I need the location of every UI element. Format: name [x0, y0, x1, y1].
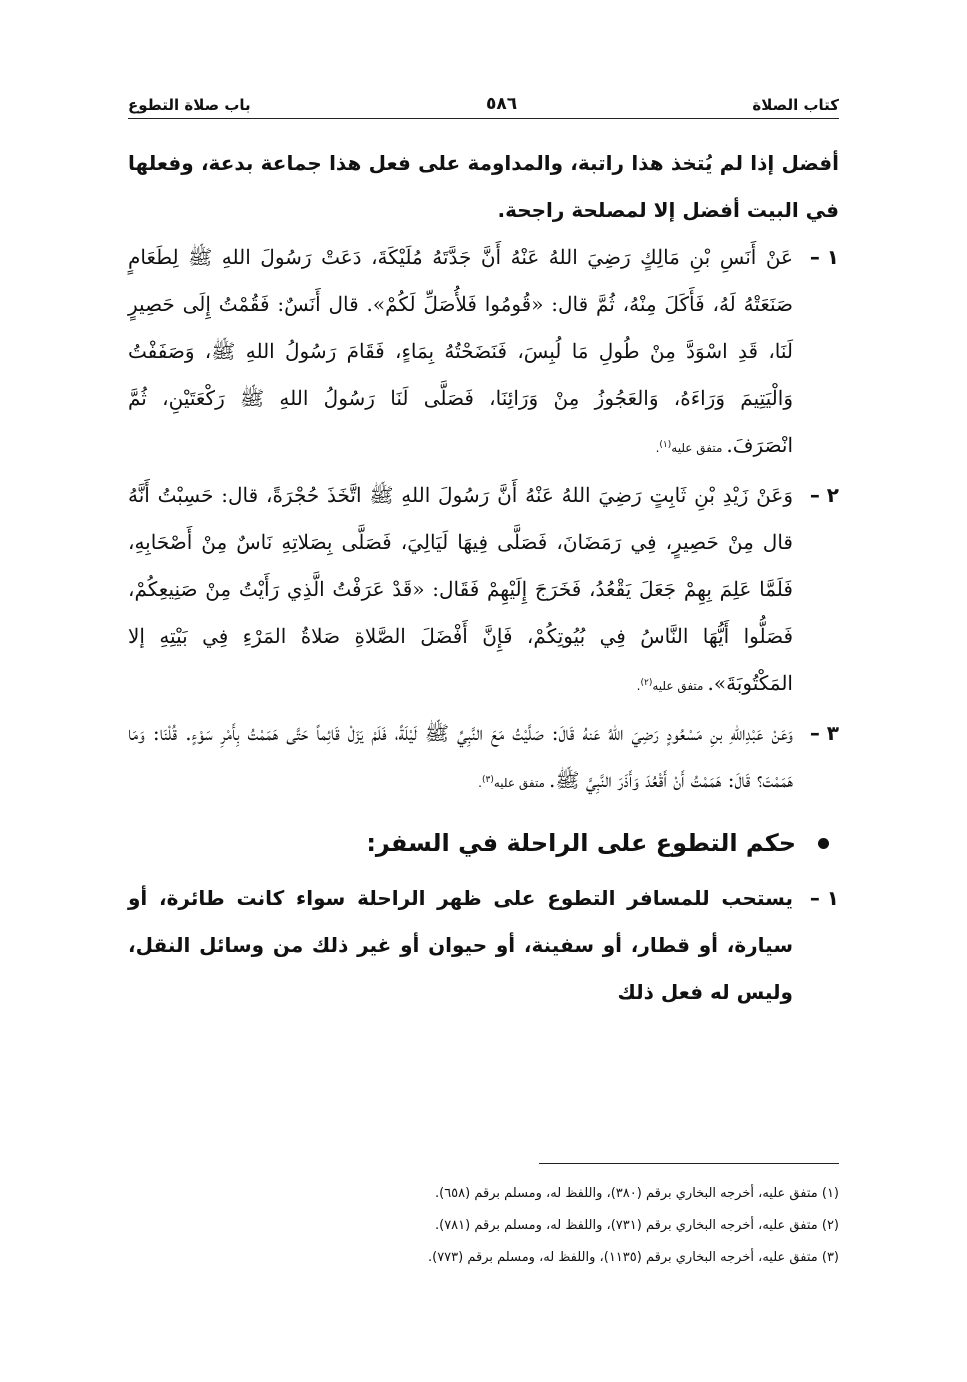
hadith-number: ٣ –: [809, 721, 839, 745]
hadith-number: ١ –: [809, 245, 839, 269]
header-divider: [128, 118, 839, 119]
footnote-divider: [539, 1163, 839, 1164]
page-header: [128, 86, 839, 114]
section-heading: [128, 813, 839, 873]
intro-paragraph: أفضل إذا لم يُتخذ هذا راتبة، والمداومة على فعل هذا جماعة بدعة، وفعلها في البيت أفضل إلا لمصلحة راجحة.: [128, 151, 839, 222]
section-heading-text: حكم التطوع على الراحلة في السفر:: [366, 829, 796, 857]
hadith-body: وَعَنْ عَبْدِاللهِ بنِ مَسْعُودٍ رَضِيَ اللهُ عَنهُ قَالَ: صَلَّيْتُ مَعَ النَّبِيِّ ﷺ لَيْلَةً، فَلَمْ يَزَلْ قَائِماً حَتَّى هَمَمْتُ بِأَمْرِ سَوْءٍ. قُلْنَا: وَمَا هَمَمْتَ؟ قَالَ: هَمَمْتُ أَنْ أَقْعُدَ وَأَذَرَ النَّبِيَّ ﷺ.: [128, 721, 793, 792]
reference-label: متفق عليه: [493, 776, 545, 790]
footnote-marker: (٢): [640, 678, 653, 688]
header-chapter-title: باب صلاة التطوع: [128, 96, 251, 114]
reference-label: متفق عليه: [671, 441, 723, 455]
hadith-text: [128, 472, 793, 710]
reference-label: متفق عليه: [652, 679, 704, 693]
bullet-icon: [818, 838, 829, 849]
page-number: ٥٨٦: [485, 94, 518, 114]
footnotes: [128, 1178, 839, 1274]
hadith-number: ٢ –: [809, 483, 839, 507]
hadith-text: [128, 710, 793, 807]
hadith-1: [128, 234, 839, 472]
header-book-title: كتاب الصلاة: [752, 96, 839, 114]
ruling-text: يستحب للمسافر التطوع على ظهر الراحلة سواء كانت طائرة، أو سيارة، أو قطار، أو سفينة، أو حيوان أو غير ذلك من وسائل النقل، وليس له فعل ذلك: [128, 886, 793, 1004]
footnote-marker: (٣): [481, 775, 494, 785]
footnote-3: (٣) متفق عليه، أخرجه البخاري برقم (١١٣٥)، واللفظ له، ومسلم برقم (٧٧٣).: [427, 1250, 839, 1265]
hadith-body: عَنْ أَنَسِ بْنِ مَالِكٍ رَضِيَ اللهُ عَنْهُ أَنَّ جَدَّتَهُ مُلَيْكَةَ، دَعَتْ رَسُولَ اللهِ ﷺ لِطَعَامٍ صَنَعَتْهُ لَهُ، فَأَكَلَ مِنْهُ، ثُمَّ قال: «قُومُوا فَلأُصَلِّ لَكُمْ». قال أَنَسٌ: فَقُمْتُ إِلَى حَصِيرٍ لَنَا، قَدِ اسْوَدَّ مِنْ طُولِ مَا لُبِسَ، فَنَضَحْتُهُ بِمَاءٍ، فَقَامَ رَسُولُ اللهِ ﷺ، وَصَفَفْتُ وَالْيَتِيمَ وَرَاءَهُ، وَالعَجُوزُ مِنْ وَرَائِنَا، فَصَلَّى لَنَا رَسُولُ اللهِ ﷺ رَكْعَتَيْنِ، ثُمَّ انْصَرَفَ.: [128, 245, 793, 457]
footnote-1: (١) متفق عليه، أخرجه البخاري برقم (٣٨٠)، واللفظ له، ومسلم برقم (٦٥٨).: [434, 1186, 839, 1201]
hadith-3: [128, 710, 839, 807]
footnote-2: (٢) متفق عليه، أخرجه البخاري برقم (٧٣١)، واللفظ له، ومسلم برقم (٧٨١).: [434, 1218, 839, 1233]
ruling-item-1: [128, 875, 839, 1016]
hadith-reference: متفق عليه$^{(٣)}$.: [478, 775, 545, 790]
hadith-reference: متفق عليه$^{(٢)}$.: [636, 678, 704, 693]
hadith-reference: متفق عليه$^{(١)}$.: [655, 440, 723, 455]
hadith-body: وَعَنْ زَيْدِ بْنِ ثَابِتٍ رَضِيَ اللهُ عَنْهُ أَنَّ رَسُولَ اللهِ ﷺ اتَّخَذَ حُجْرَةً، قال: حَسِبْتُ أَنَّهُ قال مِنْ حَصِيرٍ، فِي رَمَضَانَ، فَصَلَّى فِيهَا لَيَالِيَ، فَصَلَّى بِصَلاتِهِ نَاسٌ مِنْ أَصْحَابِهِ، فَلَمَّا عَلِمَ بِهِمْ جَعَلَ يَقْعُدُ، فَخَرَجَ إِلَيْهِمْ فَقَال: «قَدْ عَرَفْتُ الَّذِي رَأَيْتُ مِنْ صَنِيعِكُمْ، فَصَلُّوا أَيُّهَا النَّاسُ فِي بُيُوتِكُمْ، فَإِنَّ أَفْضَلَ الصَّلاةِ صَلاةُ المَرْءِ فِي بَيْتِهِ إلا المَكْتُوبَةَ».: [128, 483, 793, 695]
main-content: [128, 140, 839, 1016]
hadith-2: [128, 472, 839, 710]
footnote-marker: (١): [659, 440, 672, 450]
hadith-text: [128, 234, 793, 472]
ruling-number: ١ –: [809, 886, 839, 910]
